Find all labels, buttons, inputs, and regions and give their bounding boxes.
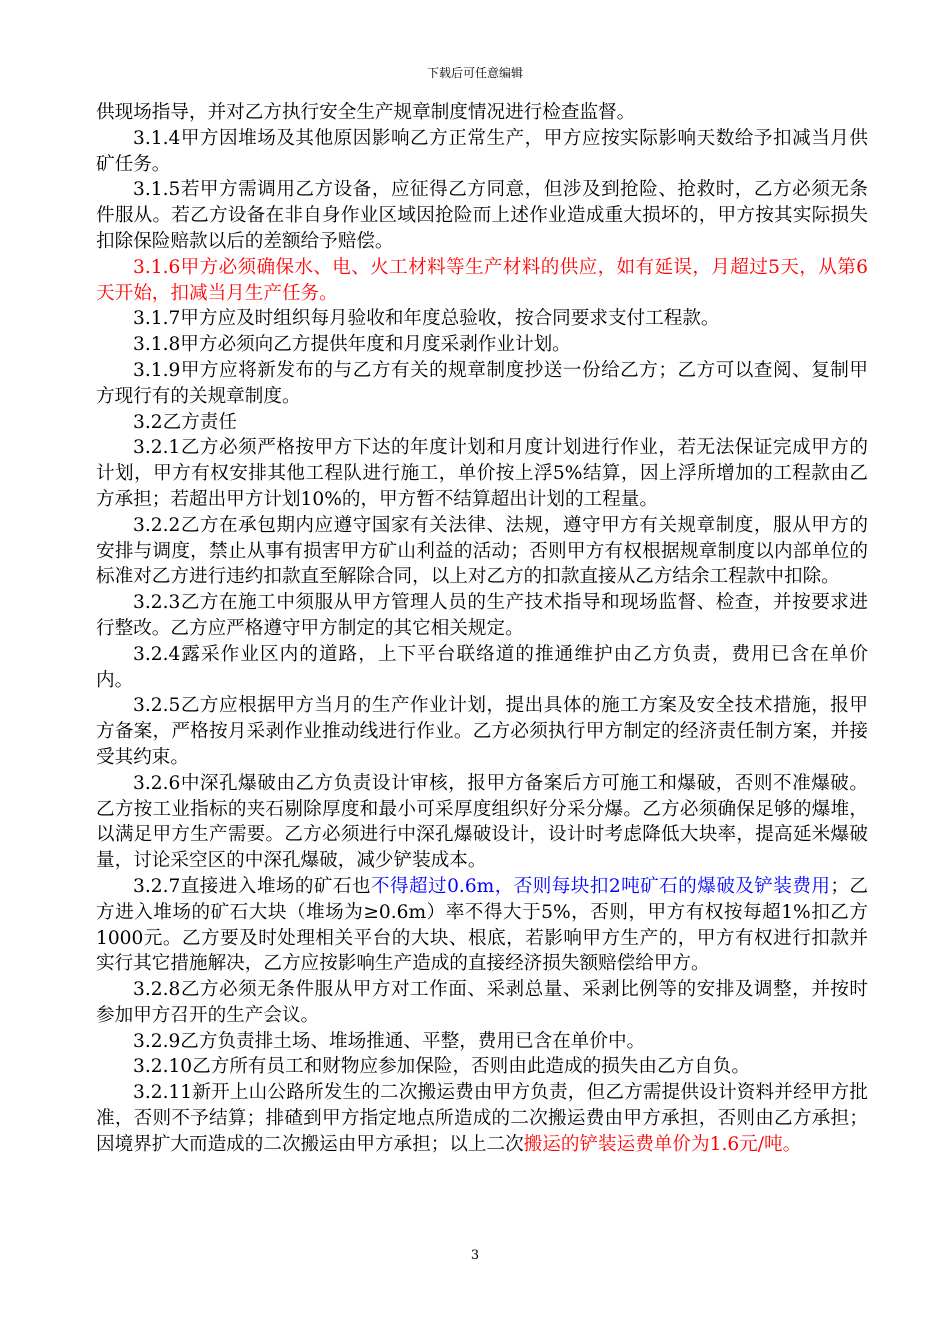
paragraph-text: 3.2.7直接进入堆场的矿石也 [133, 875, 371, 897]
paragraph [96, 513, 868, 590]
paragraph [96, 977, 868, 1029]
paragraph [96, 642, 868, 694]
paragraph [96, 1029, 868, 1055]
paragraph-text: 3.2.4露采作业区内的道路，上下平台联络道的推通维护由乙方负责，费用已含在单价内。 [96, 643, 868, 691]
page-header: 下载后可任意编辑 [426, 66, 523, 80]
paragraph [96, 126, 868, 178]
paragraph [96, 255, 868, 307]
paragraph [96, 358, 868, 410]
paragraph-text: ；乙方进入堆场的矿石大块（堆场为≥0.6m）率不得大于5%，否则，甲方有权按每超1%扣乙方1000元。乙方要及时处理相关平台的大块、根底，若影响甲方生产的，甲方有权进行扣款并实行其它措施解决，乙方应按影响生产造成的直接经济损失额赔偿给甲方。 [96, 875, 868, 975]
paragraph [96, 306, 868, 332]
paragraph-text: 3.1.9甲方应将新发布的与乙方有关的规章制度抄送一份给乙方；乙方可以查阅、复制甲方现行有的关规章制度。 [96, 359, 868, 407]
paragraph [96, 100, 868, 126]
paragraph-text: 3.2.3乙方在施工中须服从甲方管理人员的生产技术指导和现场监督、检查，并按要求进行整改。乙方应严格遵守甲方制定的其它相关规定。 [96, 592, 868, 639]
paragraph [96, 177, 868, 254]
paragraph-text: 3.2.1乙方必须严格按甲方下达的年度计划和月度计划进行作业，若无法保证完成甲方的计划，甲方有权安排其他工程队进行施工，单价按上浮5%结算，因上浮所增加的工程款由乙方承担；若超出甲方计划10%的，甲方暂不结算超出计划的工程量。 [96, 437, 868, 510]
document-body [96, 100, 868, 1158]
paragraph [96, 435, 868, 512]
paragraph-text: 3.2.6中深孔爆破由乙方负责设计审核，报甲方备案后方可施工和爆破，否则不准爆破。乙方按工业指标的夹石剔除厚度和最小可采厚度组织好分采分爆。乙方必须确保足够的爆堆，以满足甲方生产需要。乙方必须进行中深孔爆破设计，设计时考虑降低大块率，提高延米爆破量，讨论采空区的中深孔爆破，减少铲装成本。 [96, 772, 868, 872]
paragraph-text: 3.1.7甲方应及时组织每月验收和年度总验收，按合同要求支付工程款。 [133, 308, 720, 330]
paragraph-text: 3.2乙方责任 [133, 411, 237, 433]
paragraph [96, 693, 868, 770]
paragraph [96, 874, 868, 977]
paragraph [96, 1080, 868, 1157]
paragraph [96, 590, 868, 642]
highlighted-text-red: 搬运的铲装运费单价为1.6元/吨。 [523, 1133, 802, 1155]
page-number: 3 [470, 1248, 480, 1263]
paragraph-text: 3.1.4甲方因堆场及其他原因影响乙方正常生产，甲方应按实际影响天数给予扣减当月供矿任务。 [96, 127, 868, 175]
paragraph-text: 3.2.5乙方应根据甲方当月的生产作业计划，提出具体的施工方案及安全技术措施，报甲方备案，严格按月采剥作业推动线进行作业。乙方必须执行甲方制定的经济责任制方案，并接受其约束。 [96, 695, 868, 768]
paragraph-text: 3.2.11新开上山公路所发生的二次搬运费由甲方负责，但乙方需提供设计资料并经甲方批准，否则不予结算；排碴到甲方指定地点所造成的二次搬运费由甲方承担，否则由乙方承担；因境界扩大而造成的二次搬运由甲方承担；以上二次 [96, 1082, 868, 1155]
paragraph-text: 3.2.9乙方负责排土场、堆场推通、平整，费用已含在单价中。 [133, 1030, 646, 1052]
paragraph-text: 供现场指导，并对乙方执行安全生产规章制度情况进行检查监督。 [96, 102, 636, 123]
paragraph-text: 3.2.2乙方在承包期内应遵守国家有关法律、法规，遵守甲方有关规章制度，服从甲方的安排与调度，禁止从事有损害甲方矿山利益的活动；否则甲方有权根据规章制度以内部单位的标准对乙方进行违约扣款直至解除合同，以上对乙方的扣款直接从乙方结余工程款中扣除。 [96, 514, 868, 588]
paragraph [96, 332, 868, 358]
highlighted-text-red: 3.1.6甲方必须确保水、电、火工材料等生产材料的供应，如有延误，月超过5天，从第6天开始，扣减当月生产任务。 [96, 256, 868, 304]
highlighted-text-blue: 不得超过0.6m，否则每块扣2吨矿石的爆破及铲装费用 [370, 875, 831, 897]
paragraph-text: 3.1.5若甲方需调用乙方设备，应征得乙方同意，但涉及到抢险、抢救时，乙方必须无条件服从。若乙方设备在非自身作业区域因抢险而上述作业造成重大损坏的，甲方按其实际损失扣除保险赔款以后的差额给予赔偿。 [96, 179, 868, 252]
paragraph-text: 3.1.8甲方必须向乙方提供年度和月度采剥作业计划。 [133, 334, 571, 356]
paragraph-text: 3.2.10乙方所有员工和财物应参加保险，否则由此造成的损失由乙方自负。 [133, 1056, 750, 1078]
paragraph [96, 771, 868, 874]
paragraph [96, 1054, 868, 1080]
paragraph [96, 410, 868, 436]
paragraph-text: 3.2.8乙方必须无条件服从甲方对工作面、采剥总量、采剥比例等的安排及调整，并按时参加甲方召开的生产会议。 [96, 979, 868, 1026]
